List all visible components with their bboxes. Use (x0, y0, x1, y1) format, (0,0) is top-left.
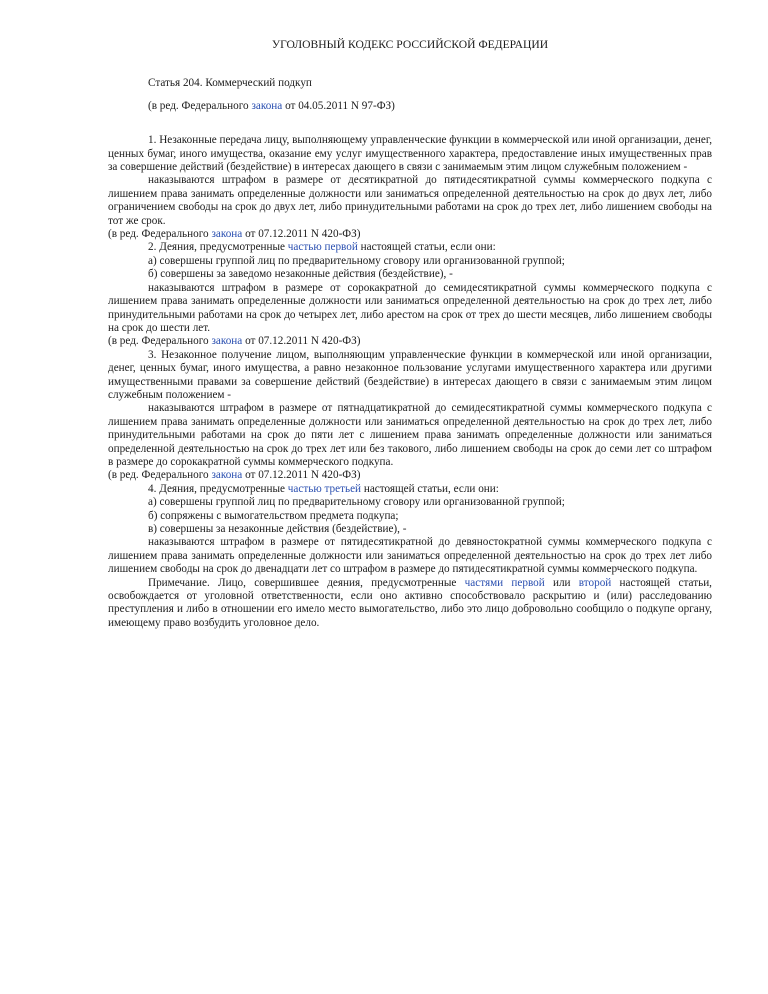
part-4-item-a: а) совершены группой лиц по предварительному сговору или организованной группой; (148, 496, 565, 509)
part-1-text: 1. Незаконные передача лицу, выполняющему управленческие функции в коммерческой или иной организации, денег, ценных бумаг, иного имущества, оказание ему услуг имущественного характера, предоставление иных имущественных прав за совершение действий (бездействие) в интересах дающего в связи с занимаемым этим лицом служебным положением - (108, 134, 712, 174)
part-three-link[interactable]: частью третьей (287, 482, 362, 495)
edition-note-2: (в ред. Федерального закона от 07.12.2011 N 420-ФЗ) (108, 335, 361, 348)
edition-note-top: (в ред. Федерального закона от 04.05.2011 N 97-ФЗ) (148, 99, 395, 112)
law-link-2[interactable]: закона (211, 335, 243, 348)
part-1-penalty: наказываются штрафом в размере от десятикратной до пятидесятикратной суммы коммерческого подкупа с лишением права занимать определенные должности или заниматься определенной деятельностью на срок до двух лет, либо ограничением свободы на срок до двух лет, либо принудительными работами на срок до трех лет, либо лишением свободы на тот же срок. (108, 174, 712, 227)
part-one-link[interactable]: частью первой (287, 241, 358, 254)
article-heading: Статья 204. Коммерческий подкуп (148, 77, 312, 90)
part-4-penalty: наказываются штрафом в размере от пятидесятикратной до девяностократной суммы коммерческого подкупа с лишением права занимать определенные должности или заниматься определенной деятельностью на срок до трех лет либо лишением свободы на срок до двенадцати лет со штрафом в размере до пятидесятикратной суммы коммерческого подкупа. (108, 536, 712, 576)
law-link-top[interactable]: закона (251, 99, 283, 112)
edition-note-1: (в ред. Федерального закона от 07.12.2011 N 420-ФЗ) (108, 228, 361, 241)
part-2-text: 2. Деяния, предусмотренные частью первой настоящей статьи, если они: (148, 241, 496, 254)
part-4-item-b: б) сопряжены с вымогательством предмета подкупа; (148, 509, 399, 522)
part-4-item-c: в) совершены за незаконные действия (бездействие), - (148, 523, 407, 535)
law-link-1[interactable]: закона (211, 228, 243, 241)
parts-one-link[interactable]: частями первой (464, 576, 545, 589)
part-3-penalty: наказываются штрафом в размере от пятнадцатикратной до семидесятикратной суммы коммерческого подкупа с лишением права занимать определенные должности или заниматься определенной деятельностью на срок до трех лет, либо принудительными работами на срок до пяти лет с лишением права занимать определенные должности или заниматься определенной деятельностью на срок до трех лет или без такового, либо лишением свободы на срок до семи лет со штрафом в размере до сорокакратной суммы коммерческого подкупа. (108, 402, 712, 468)
part-2-penalty: наказываются штрафом в размере от сорокакратной до семидесятикратной суммы коммерческого подкупа с лишением права занимать определенные должности или заниматься определенной деятельностью на срок до трех лет, либо принудительными работами на срок до четырех лет, либо арестом на срок от трех до шести месяцев, либо лишением свободы на срок до шести лет. (108, 281, 712, 334)
part-4-text: 4. Деяния, предусмотренные частью третьей настоящей статьи, если они: (148, 482, 499, 495)
code-title: УГОЛОВНЫЙ КОДЕКС РОССИЙСКОЙ ФЕДЕРАЦИИ (271, 38, 549, 51)
part-2-item-b: б) совершены за заведомо незаконные действия (бездействие), - (148, 268, 453, 281)
document-body (108, 38, 712, 630)
part-3-text: 3. Незаконное получение лицом, выполняющим управленческие функции в коммерческой или иной организации, денег, ценных бумаг, иного имущества, а равно незаконное пользование услугами имущественного характера или другими имущественными правами за совершение действий (бездействие) в интересах дающего в связи с занимаемым этим лицом служебным положением - (108, 348, 712, 401)
part-two-link[interactable]: второй (578, 576, 612, 589)
law-link-3[interactable]: закона (211, 469, 243, 482)
article-note: Примечание. Лицо, совершившее деяния, предусмотренные частями первой или второй настоящей статьи, освобождается от уголовной ответственности, если оно активно способствовало раскрытию и (или) расследованию преступления и либо в отношении его имело место вымогательство, либо это лицо добровольно сообщило о подкупе органу, имеющему право возбудить уголовное дело. (108, 576, 712, 629)
edition-note-3: (в ред. Федерального закона от 07.12.2011 N 420-ФЗ) (108, 469, 361, 482)
part-2-item-a: а) совершены группой лиц по предварительному сговору или организованной группой; (148, 254, 565, 267)
